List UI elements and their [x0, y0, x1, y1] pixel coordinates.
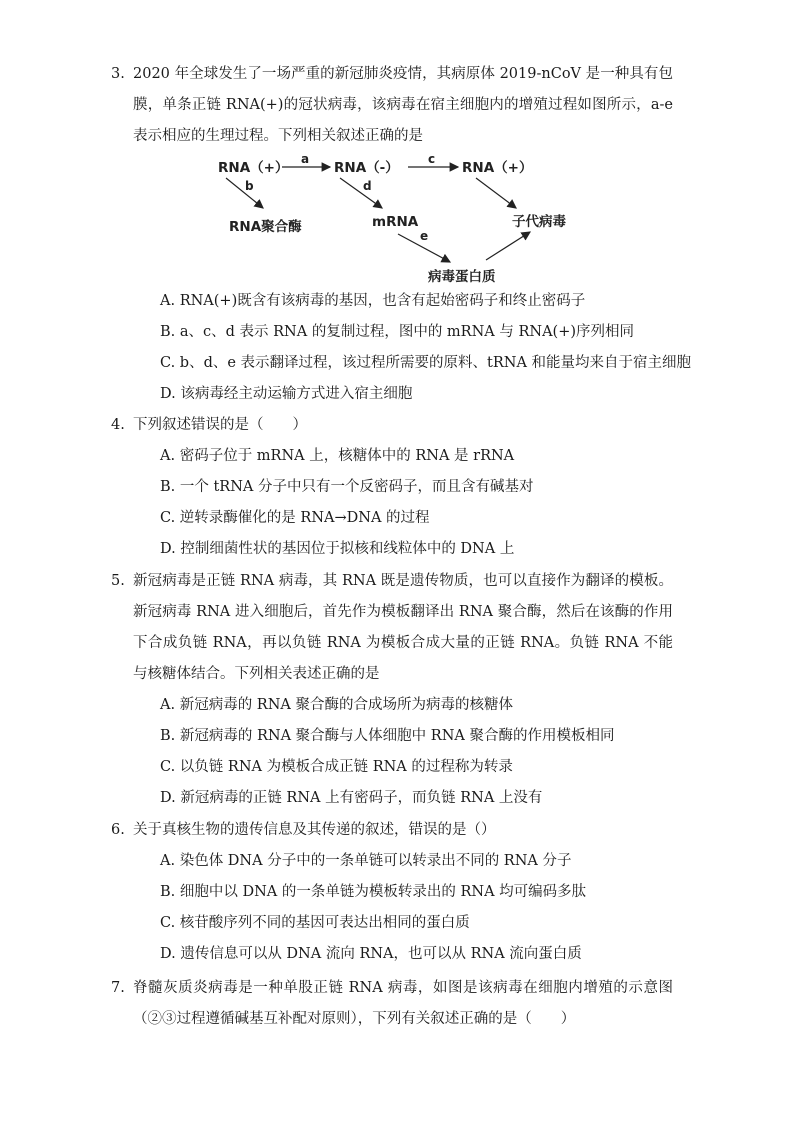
option-c: C. 以负链 RNA 为模板合成正链 RNA 的过程称为转录 [160, 759, 513, 775]
option-d: D. 控制细菌性状的基因位于拟核和线粒体中的 DNA 上 [160, 541, 515, 557]
rna-minus-label: RNA（-） [334, 160, 399, 176]
question-stem: 2020 年全球发生了一场严重的新冠肺炎疫情，其病原体 2019-nCoV 是一种具有包膜，单条正链 RNA(+)的冠状病毒，该病毒在宿主细胞内的增殖过程如图所示，a-e 表示相应的生理过程。下列相关叙述正确的是 [133, 66, 673, 144]
question-3-options [133, 286, 692, 410]
option-c: C. 逆转录酶催化的是 RNA→DNA 的过程 [160, 510, 430, 526]
label-a: a [301, 152, 310, 166]
rna-plus-label: RNA（+） [218, 160, 289, 176]
label-c: c [428, 152, 436, 166]
arrow-d [340, 178, 382, 208]
option-c: C. b、d、e 表示翻译过程，该过程所需要的原料、tRNA 和能量均来自于宿主细胞 [160, 355, 692, 371]
question-5 [111, 566, 673, 814]
option-b: B. a、c、d 表示 RNA 的复制过程，图中的 mRNA 与 RNA(+)序列相同 [160, 324, 635, 340]
question-stem: 脊髓灰质炎病毒是一种单股正链 RNA 病毒，如图是该病毒在细胞内增殖的示意图（②③过程遵循碱基互补配对原则），下列有关叙述正确的是（ ） [133, 980, 673, 1027]
virus-replication-diagram [200, 150, 620, 290]
question-4 [111, 410, 673, 565]
option-d: D. 该病毒经主动运输方式进入宿主细胞 [160, 386, 413, 402]
option-a: A. 染色体 DNA 分子中的一条单链可以转录出不同的 RNA 分子 [160, 853, 572, 869]
option-a: A. RNA(+)既含有该病毒的基因，也含有起始密码子和终止密码子 [160, 293, 586, 309]
option-b: B. 新冠病毒的 RNA 聚合酶与人体细胞中 RNA 聚合酶的作用模板相同 [160, 728, 615, 744]
option-a: A. 密码子位于 mRNA 上，核糖体中的 RNA 是 rRNA [160, 448, 515, 464]
option-d: D. 新冠病毒的正链 RNA 上有密码子，而负链 RNA 上没有 [160, 790, 543, 806]
rna-plus-label-2: RNA（+） [462, 160, 533, 176]
question-6 [111, 815, 673, 970]
question-number: 7. [111, 980, 125, 996]
arrow-protein-to-progeny [486, 232, 530, 260]
question-number: 5. [111, 573, 125, 589]
option-b: B. 细胞中以 DNA 的一条单链为模板转录出的 RNA 均可编码多肽 [160, 884, 587, 900]
label-d: d [363, 179, 372, 193]
progeny-virus-label: 子代病毒 [512, 214, 566, 230]
option-c: C. 核苷酸序列不同的基因可表达出相同的蛋白质 [160, 915, 470, 931]
question-number: 4. [111, 417, 125, 433]
question-stem: 新冠病毒是正链 RNA 病毒，其 RNA 既是遗传物质，也可以直接作为翻译的模板。新冠病毒 RNA 进入细胞后，首先作为模板翻译出 RNA 聚合酶，然后在该酶的作用下合成负链 RNA，再以负链 RNA 为模板合成大量的正链 RNA。负链 RNA 不能与核糖体结合。下列相关表述正确的是 [133, 573, 673, 682]
arrow-to-progeny-top [476, 178, 516, 208]
mrna-label: mRNA [372, 214, 419, 230]
question-stem: 关于真核生物的遗传信息及其传递的叙述，错误的是（） [133, 822, 496, 838]
option-a: A. 新冠病毒的 RNA 聚合酶的合成场所为病毒的核糖体 [160, 697, 513, 713]
label-b: b [245, 179, 254, 193]
question-3 [111, 59, 673, 152]
option-d: D. 遗传信息可以从 DNA 流向 RNA，也可以从 RNA 流向蛋白质 [160, 946, 582, 962]
question-number: 6. [111, 822, 125, 838]
question-stem: 下列叙述错误的是（ ） [133, 417, 307, 433]
rna-polymerase-label: RNA聚合酶 [229, 219, 302, 235]
question-number: 3. [111, 66, 125, 82]
label-e: e [420, 229, 429, 243]
question-7 [111, 973, 673, 1035]
option-b: B. 一个 tRNA 分子中只有一个反密码子，而且含有碱基对 [160, 479, 534, 495]
viral-protein-label: 病毒蛋白质 [428, 269, 496, 285]
